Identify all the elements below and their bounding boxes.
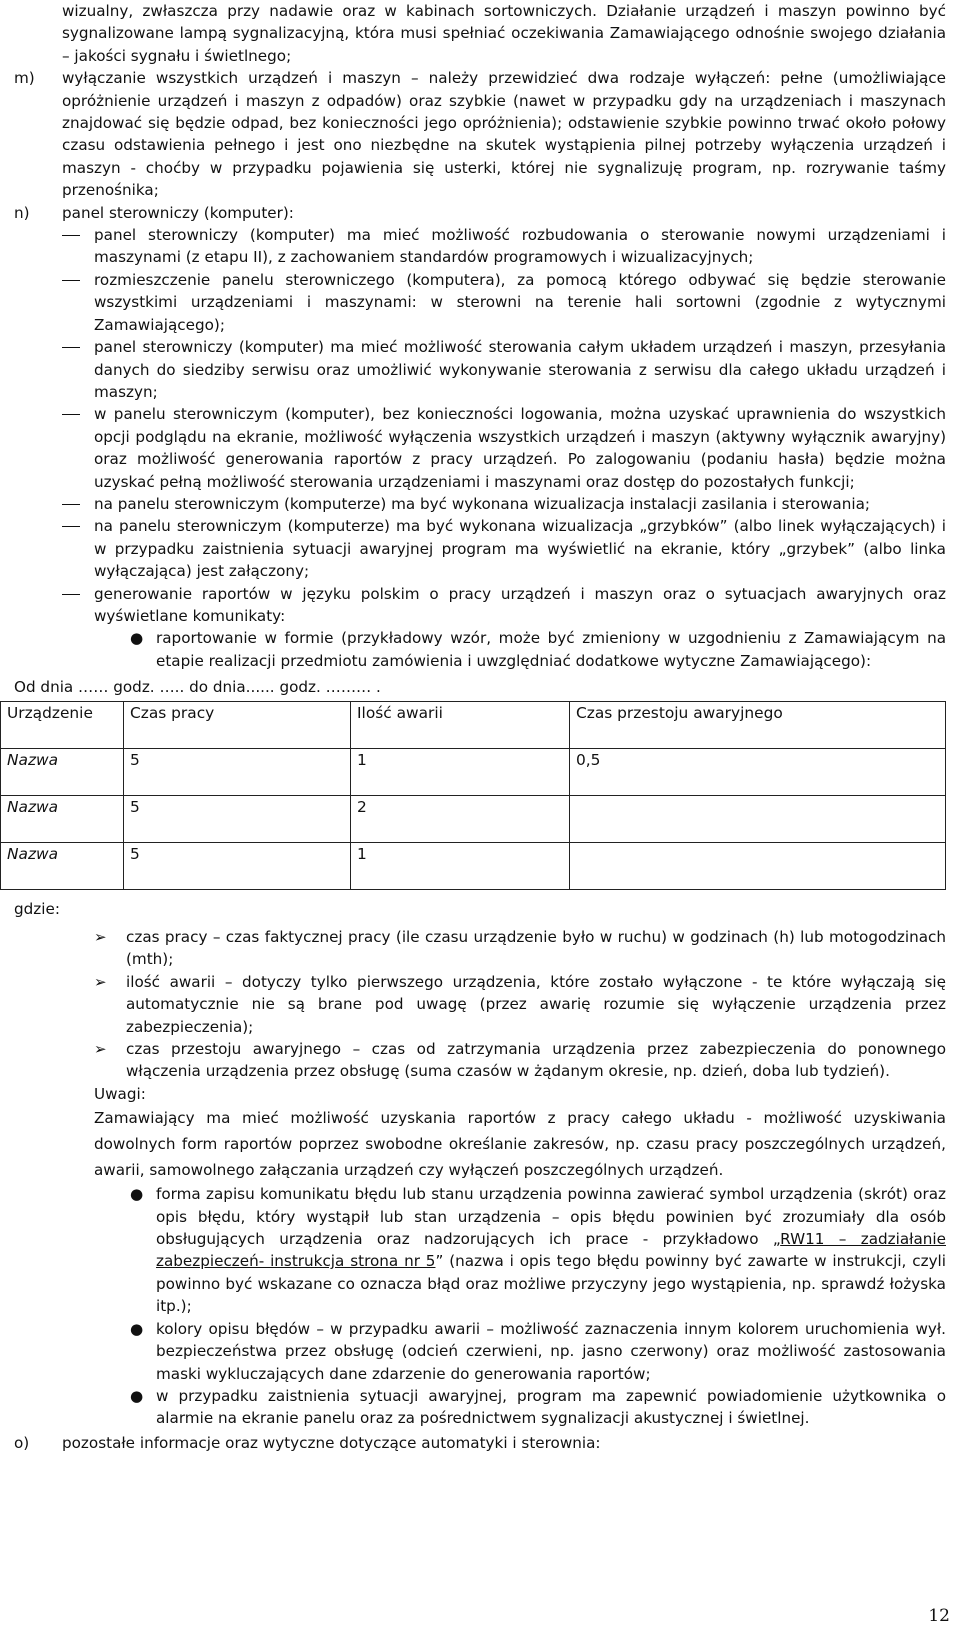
table-header-cell: Czas przestoju awaryjnego [570, 701, 946, 748]
table-header-cell: Ilość awarii [351, 701, 570, 748]
dash-marker [62, 347, 80, 348]
dash-item [94, 224, 946, 269]
table-cell [570, 842, 946, 889]
dash-text: na panelu sterowniczym (komputerze) ma być wykonana wizualizacja „grzybków” (albo linek wyłączających) i w przypadku zaistnienia sytuacji awaryjnej program ma wyświetlić na ekranie, który „grzybek” (albo linka wyłączająca) jest załączony; [94, 517, 946, 581]
dash-item [94, 269, 946, 336]
dash-marker [62, 414, 80, 415]
dash-text: panel sterowniczy (komputer) ma mieć możliwość sterowania całym układem urządzeń i maszyn, przesyłania danych do siedziby serwisu oraz umożliwić wykonywanie sterowania z serwisu dla całego układu urządzeń i maszyn; [94, 338, 946, 401]
item-o [14, 1432, 946, 1454]
table-header-cell: Czas pracy [124, 701, 351, 748]
bullet-marker: ● [130, 1319, 144, 1338]
bullet-text: w przypadku zaistnienia sytuacji awaryjnej, program ma zapewnić powiadomienie użytkownika o alarmie na ekranie panelu oraz za pośrednictwem sygnalizacji akustycznej i świetlnej. [156, 1386, 946, 1428]
arrow-item [94, 926, 946, 971]
arrow-text: ilość awarii – dotyczy tylko pierwszego urządzenia, które zostało wyłączone - te które wyłączają się automatycznie nie są brane pod uwagę (przez awarię rozumie się wyłączenie urządzenia przez zabezpieczenia); [126, 972, 946, 1036]
table-cell [570, 795, 946, 842]
dash-text: na panelu sterowniczym (komputerze) ma być wykonana wizualizacja instalacji zasilania i sterowania; [94, 494, 870, 513]
dash-text: generowanie raportów w języku polskim o pracy urządzeń i maszyn oraz o sytuacjach awaryjnych oraz wyświetlane komunikaty: [94, 584, 946, 625]
arrow-text: czas pracy – czas faktycznej pracy (ile czasu urządzenie było w ruchu) w godzinach (h) lub motogodzinach (mth); [126, 928, 946, 969]
table-row [1, 795, 946, 842]
error-example-link: RW11 – zadziałanie zabezpieczeń- instrukcja strona nr 5 [156, 1230, 946, 1271]
table-cell: 1 [351, 748, 570, 795]
bullet-marker: ● [130, 1185, 144, 1204]
table-cell: Nazwa [1, 795, 124, 842]
item-m-label: m) [14, 69, 35, 88]
uwagi-label: Uwagi: [94, 1084, 146, 1103]
dash-marker [62, 280, 80, 281]
arrow-item [94, 971, 946, 1038]
item-o-text: pozostałe informacje oraz wytyczne dotyczące automatyki i sterownia: [62, 1433, 601, 1452]
bullet-item [130, 1385, 946, 1430]
dash-item [94, 515, 946, 582]
table-header-cell: Urządzenie [1, 701, 124, 748]
dash-marker [62, 235, 80, 236]
report-table [0, 701, 946, 890]
dash-text: rozmieszczenie panelu sterowniczego (komputera), za pomocą którego odbywać się będzie sterowanie wszystkimi urządzeniami i maszynami: w sterowni na terenie hali sortowni (zgodnie z wytycznymi Zamawiającego); [94, 270, 946, 334]
page-number: 12 [928, 1605, 950, 1626]
item-n-title: panel sterowniczy (komputer): [62, 203, 294, 222]
bullet-marker: ● [130, 629, 144, 648]
table-cell: 5 [124, 842, 351, 889]
arrow-bullet-icon: ➢ [94, 1040, 107, 1059]
bullet-text-part: ” (nazwa i opis tego błędu powinny być zawarte w instrukcji, czyli powinno być wskazane co oznacza błąd oraz możliwe przyczyny jego wystąpienia, np. sprawdź łożyska itp.); [156, 1252, 946, 1316]
bullet-text-part: forma zapisu komunikatu błędu lub stanu urządzenia powinna zawierać symbol urządzenia (skrót) oraz opis błędu, który wystąpił lub stan urządzenia – opis błędu powinien być zrozumiały dla osób obsługujących urządzenia oraz nadzorujących ich prace - przykładowo „ [156, 1185, 946, 1249]
item-m-text: wyłączanie wszystkich urządzeń i maszyn – należy przewidzieć dwa rodzaje wyłączeń: pełne (umożliwiające opróżnienie urządzeń i maszyn z odpadów) oraz szybkie (nawet w przypadku gdy na urządzeniach i maszynach znajdować się będzie odpad, bez konieczności jego opróżnienia); odstawienie szybkie powinno trwać około połowy czasu odstawienia pełnego i jest ono niezbędne na skutek wystąpienia pilnej potrzeby wyłączenia urządzeń i maszyn - choćby w przypadku pojawienia się usterki, której nie sygnalizuję program, np. rozrywanie taśmy przenośnika; [62, 69, 946, 200]
dash-marker [62, 526, 80, 527]
uwagi-text: Zamawiający ma mieć możliwość uzyskania raportów z pracy całego układu - możliwość uzyskiwania dowolnych form raportów poprzez swobodne określanie zakresów, np. czasu pracy poszczególnych urządzeń, awarii, samowolnego załączania urządzeń czy wyłączeń poszczególnych urządzeń. [94, 1109, 946, 1180]
arrow-item [94, 1038, 946, 1083]
table-row [1, 748, 946, 795]
table-cell: 5 [124, 795, 351, 842]
arrow-text: czas przestoju awaryjnego – czas od zatrzymania urządzenia przez zabezpieczenia do ponownego włączenia urządzenia przez obsługę (suma czasów w żądanym okresie, np. dzień, doba lub tydzień). [126, 1040, 946, 1081]
table-cell: Nazwa [1, 842, 124, 889]
item-n-label: n) [14, 203, 30, 222]
bullet-item [130, 1318, 946, 1385]
bullet-item [130, 627, 946, 672]
table-cell: Nazwa [1, 748, 124, 795]
item-o-label: o) [14, 1433, 30, 1452]
item-n [14, 202, 946, 224]
dash-item [94, 583, 946, 628]
arrow-bullet-icon: ➢ [94, 972, 107, 991]
dash-text: w panelu sterowniczym (komputer), bez konieczności logowania, można uzyskać uprawnienia do wszystkich opcji podglądu na ekranie, możliwość wyłączenia wszystkich urządzeń i maszyn (aktywny wyłącznik awaryjny) oraz możliwość generowania raportów z pracy urządzeń. Po zalogowaniu (podaniu hasła) będzie można uzyskać pełną możliwość sterowania urządzeniami i maszynami oraz dostęp do pozostałych funkcji; [94, 405, 946, 491]
dash-item [94, 403, 946, 493]
bullet-item [130, 1183, 946, 1317]
arrow-bullet-icon: ➢ [94, 928, 107, 946]
item-m [14, 67, 946, 201]
table-cell: 1 [351, 842, 570, 889]
document-page [7, 0, 946, 1454]
bullet-text: raportowanie w formie (przykładowy wzór, może być zmieniony w uzgodnieniu z Zamawiającym na etapie realizacji przedmiotu zamówienia i uwzględniać dodatkowe wytyczne Zamawiającego): [156, 629, 946, 670]
table-cell: 5 [124, 748, 351, 795]
gdzie-label: gdzie: [14, 899, 60, 918]
bullet-text [156, 1183, 946, 1317]
table-row [1, 842, 946, 889]
table-cell: 2 [351, 795, 570, 842]
dash-marker [62, 594, 80, 595]
dash-text: panel sterowniczy (komputer) ma mieć możliwość rozbudowania o sterowanie nowymi urządzeniami i maszynami (z etapu II), z zachowaniem standardów programowych i wizualizacyjnych; [94, 226, 946, 267]
bullet-text: kolory opisu błędów – w przypadku awarii – możliwość zaznaczenia innym kolorem uruchomienia wył. bezpieczeństwa przez obsługę (odcień czerwieni, np. jasno czerwony) oraz możliwość zastosowania maski wykluczających dane zdarzenie do generowania raportów; [156, 1319, 946, 1383]
date-range-line: Od dnia …… godz. ….. do dnia...... godz. ……… . [14, 678, 381, 697]
dash-marker [62, 504, 80, 505]
bullet-marker: ● [130, 1386, 144, 1405]
intro-paragraph: wizualny, zwłaszcza przy nadawie oraz w kabinach sortowniczych. Działanie urządzeń i maszyn powinno być sygnalizowane lampą sygnalizacyjną, która musi spełniać oczekiwania Zamawiającego odnośnie swojego działania – jakości sygnału i świetlnego; [62, 2, 946, 65]
dash-item [94, 493, 946, 515]
dash-item [94, 336, 946, 403]
table-header-row [1, 701, 946, 748]
table-cell: 0,5 [570, 748, 946, 795]
